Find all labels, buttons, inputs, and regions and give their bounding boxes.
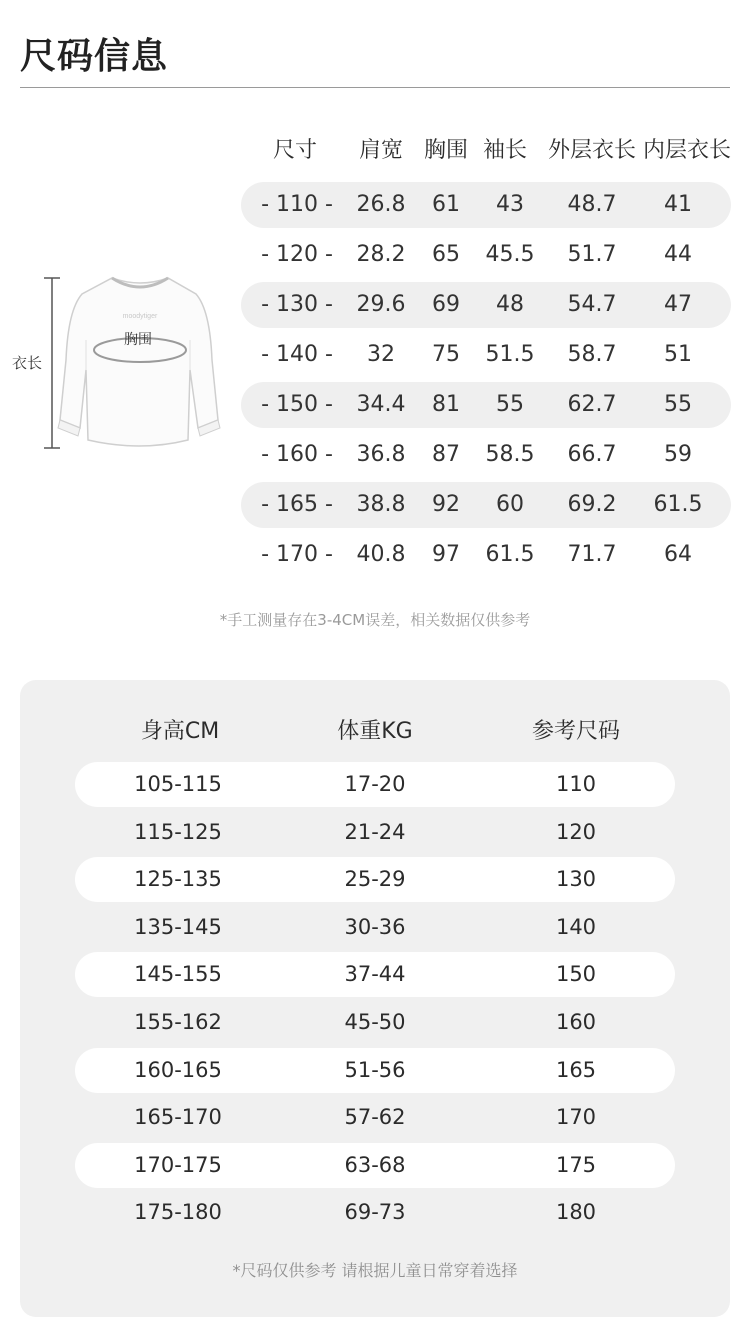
size-value-cell: 71.7 <box>567 542 617 567</box>
reference-header: 参考尺码 <box>531 719 620 744</box>
size-row <box>241 232 731 278</box>
size-value-cell: 41 <box>664 192 692 217</box>
size-value-cell: 87 <box>432 442 460 467</box>
size-value-cell: 65 <box>432 242 460 267</box>
size-value-cell: 97 <box>432 542 460 567</box>
size-label-cell: - 130 - <box>261 292 333 317</box>
title-divider <box>20 87 730 88</box>
size-label-cell: - 170 - <box>261 542 333 567</box>
size-value-cell: 40.8 <box>356 542 406 567</box>
reference-row <box>75 1095 675 1140</box>
size-label-cell: - 160 - <box>261 442 333 467</box>
size-value-cell: 60 <box>496 492 524 517</box>
reference-row <box>75 1190 675 1235</box>
reference-header: 身高CM <box>140 719 220 744</box>
size-value-cell: 62.7 <box>567 392 617 417</box>
size-label-cell: - 140 - <box>261 342 333 367</box>
weight-cell: 69-73 <box>344 1200 406 1224</box>
height-cell: 135-145 <box>134 915 222 939</box>
brand-text: moodytiger <box>122 313 158 320</box>
weight-cell: 57-62 <box>344 1105 406 1129</box>
size-value-cell: 59 <box>664 442 692 467</box>
size-value-cell: 58.7 <box>567 342 617 367</box>
size-value-cell: 81 <box>432 392 460 417</box>
reference-row <box>75 1143 675 1188</box>
size-value-cell: 51 <box>664 342 692 367</box>
size-header: 袖长 <box>482 138 527 163</box>
size-cell: 180 <box>555 1200 597 1224</box>
size-value-cell: 32 <box>367 342 395 367</box>
size-value-cell: 26.8 <box>356 192 406 217</box>
length-label: 衣长 <box>12 354 43 372</box>
weight-cell: 37-44 <box>344 962 406 986</box>
height-cell: 170-175 <box>134 1153 222 1177</box>
size-label-cell: - 165 - <box>261 492 333 517</box>
size-value-cell: 48 <box>496 292 524 317</box>
size-label-cell: - 110 - <box>261 192 333 217</box>
size-header: 外层衣长 <box>547 138 636 163</box>
size-label-cell: - 150 - <box>261 392 333 417</box>
height-cell: 145-155 <box>134 962 222 986</box>
size-value-cell: 61.5 <box>653 492 703 517</box>
height-cell: 165-170 <box>134 1105 222 1129</box>
size-row <box>241 332 731 378</box>
size-cell: 170 <box>555 1105 597 1129</box>
size-value-cell: 75 <box>432 342 460 367</box>
height-cell: 125-135 <box>134 867 222 891</box>
size-value-cell: 34.4 <box>356 392 406 417</box>
size-row <box>241 382 731 428</box>
measure-note: *手工测量存在3-4CM误差，相关数据仅供参考 <box>219 611 531 629</box>
size-value-cell: 54.7 <box>567 292 617 317</box>
size-row <box>241 182 731 228</box>
reference-row <box>75 1000 675 1045</box>
weight-cell: 21-24 <box>344 820 406 844</box>
reference-row <box>75 762 675 807</box>
weight-cell: 17-20 <box>344 772 406 796</box>
size-cell: 150 <box>555 962 597 986</box>
size-value-cell: 55 <box>496 392 524 417</box>
size-cell: 165 <box>555 1058 597 1082</box>
reference-row <box>75 952 675 997</box>
reference-note: *尺码仅供参考 请根据儿童日常穿着选择 <box>232 1261 518 1280</box>
height-cell: 160-165 <box>134 1058 222 1082</box>
size-value-cell: 51.5 <box>485 342 535 367</box>
size-value-cell: 51.7 <box>567 242 617 267</box>
weight-cell: 45-50 <box>344 1010 406 1034</box>
size-value-cell: 61 <box>432 192 460 217</box>
reference-header: 体重KG <box>337 719 413 744</box>
weight-cell: 51-56 <box>344 1058 406 1082</box>
size-cell: 140 <box>555 915 597 939</box>
size-value-cell: 55 <box>664 392 692 417</box>
page-title: 尺码信息 <box>20 36 169 77</box>
reference-row <box>75 810 675 855</box>
chest-label: 胸围 <box>124 332 152 348</box>
size-header: 肩宽 <box>358 138 403 163</box>
size-row <box>241 482 731 528</box>
height-cell: 105-115 <box>134 772 222 796</box>
size-value-cell: 48.7 <box>567 192 617 217</box>
size-row <box>241 282 731 328</box>
height-cell: 155-162 <box>134 1010 222 1034</box>
size-cell: 110 <box>555 772 597 796</box>
height-cell: 115-125 <box>134 820 222 844</box>
size-value-cell: 61.5 <box>485 542 535 567</box>
size-cell: 130 <box>555 867 597 891</box>
size-value-cell: 64 <box>664 542 692 567</box>
size-value-cell: 45.5 <box>485 242 535 267</box>
size-value-cell: 36.8 <box>356 442 406 467</box>
weight-cell: 63-68 <box>344 1153 406 1177</box>
size-header: 尺寸 <box>272 138 317 163</box>
reference-row <box>75 1048 675 1093</box>
size-label-cell: - 120 - <box>261 242 333 267</box>
size-value-cell: 29.6 <box>356 292 406 317</box>
reference-row <box>75 857 675 902</box>
size-value-cell: 69.2 <box>567 492 617 517</box>
size-value-cell: 38.8 <box>356 492 406 517</box>
size-value-cell: 58.5 <box>485 442 535 467</box>
size-value-cell: 92 <box>432 492 460 517</box>
size-value-cell: 47 <box>664 292 692 317</box>
size-row <box>241 432 731 478</box>
size-cell: 175 <box>555 1153 597 1177</box>
size-value-cell: 44 <box>664 242 692 267</box>
size-cell: 120 <box>555 820 597 844</box>
size-header: 内层衣长 <box>642 138 731 163</box>
size-cell: 160 <box>555 1010 597 1034</box>
reference-row <box>75 905 675 950</box>
size-value-cell: 69 <box>432 292 460 317</box>
weight-cell: 25-29 <box>344 867 406 891</box>
height-cell: 175-180 <box>134 1200 222 1224</box>
weight-cell: 30-36 <box>344 915 406 939</box>
size-value-cell: 28.2 <box>356 242 406 267</box>
size-value-cell: 66.7 <box>567 442 617 467</box>
size-header: 胸围 <box>423 138 468 163</box>
size-row <box>241 532 731 578</box>
size-value-cell: 43 <box>496 192 524 217</box>
